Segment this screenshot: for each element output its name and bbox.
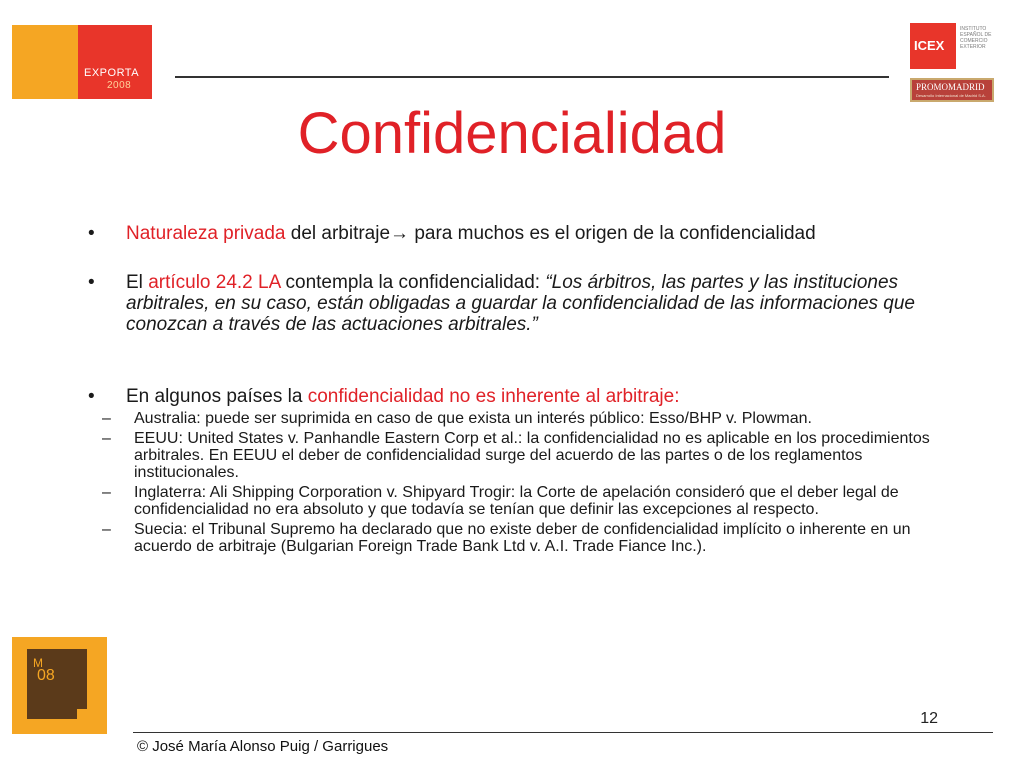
bullet-item — [88, 272, 950, 335]
highlight-text: Naturaleza privada — [126, 223, 286, 244]
promomadrid-subtitle: Desarrollo Internacional de Madrid S.A. — [916, 93, 986, 98]
slide-title: Confidencialidad — [297, 101, 727, 166]
bullet-item — [88, 223, 950, 244]
sub-bullet-item — [88, 484, 950, 518]
bullet-marker: • — [88, 223, 95, 244]
sub-bullet-marker: – — [102, 430, 111, 447]
sub-bullet-item — [88, 410, 950, 427]
legal-quote: “Los árbitros, las partes y las instituciones arbitrales, en su caso, están obligadas a guardar la confidencialidad de las informaciones que conozcan a través de las actuaciones arbitrales.” — [126, 272, 915, 335]
icex-logo — [910, 23, 992, 69]
m08-number: 08 — [37, 667, 55, 684]
sub-bullet-item — [88, 430, 950, 481]
sub-bullet-marker: – — [102, 484, 111, 501]
sub-bullet-item — [88, 521, 950, 555]
bullet-text: El — [126, 272, 149, 293]
sub-bullet-text: Suecia: el Tribunal Supremo ha declarado que no existe deber de confidencialidad implícito o inherente en un acuerdo de arbitraje (Bulgarian Foreign Trade Bank Ltd v. A.I. Trade Fiance Inc.). — [134, 521, 911, 555]
logo-exporta-text: EXPORTA — [84, 67, 140, 79]
promomadrid-logo — [910, 78, 994, 102]
arrow-right-icon: → — [390, 223, 410, 244]
slide-content — [88, 223, 950, 555]
bullet-text: para muchos es el origen de la confidencialidad — [409, 223, 816, 244]
exporta-2008-logo — [12, 25, 152, 99]
highlight-text: artículo 24.2 LA — [148, 272, 281, 293]
bullet-marker: • — [88, 386, 95, 407]
sub-bullet-text: Inglaterra: Ali Shipping Corporation v. Shipyard Trogir: la Corte de apelación consideró que el deber legal de confidencialidad no era absoluto y que todavía se tenían que definir las excepciones al respecto. — [134, 484, 899, 518]
bullet-item — [88, 386, 950, 407]
sub-bullet-marker: – — [102, 521, 111, 538]
icex-label: ICEX — [914, 38, 945, 53]
bottom-divider — [133, 732, 993, 733]
logo-year-text: 2008 — [107, 80, 132, 91]
bullet-marker: • — [88, 272, 95, 293]
bullet-text: contempla la confidencialidad: — [280, 272, 546, 293]
sub-bullet-text: Australia: puede ser suprimida en caso de que exista un interés público: Esso/BHP v. Plowman. — [134, 410, 812, 427]
m08-letter: M — [33, 656, 43, 670]
footer-copyright: © José María Alonso Puig / Garrigues — [137, 738, 389, 755]
bullet-text: En algunos países la — [126, 386, 308, 407]
sub-bullet-list — [88, 410, 950, 555]
m08-notch — [77, 709, 107, 734]
bullet-text: del arbitraje — [285, 223, 391, 244]
promomadrid-name: PROMOMADRID — [916, 82, 985, 92]
m08-logo — [12, 637, 107, 734]
highlight-text: confidencialidad no es inherente al arbitraje: — [307, 386, 680, 407]
sub-bullet-marker: – — [102, 410, 111, 427]
icex-subtitle: INSTITUTO ESPAÑOL DE COMERCIO EXTERIOR — [960, 26, 992, 50]
sub-bullet-text: EEUU: United States v. Panhandle Eastern Corp et al.: la confidencialidad no es aplicable en los procedimientos arbitrales. En EEUU el deber de confidencialidad surge del acuerdo de las partes o de los reglamentos institucionales. — [134, 430, 930, 481]
top-divider — [175, 76, 889, 78]
page-number: 12 — [920, 710, 938, 727]
